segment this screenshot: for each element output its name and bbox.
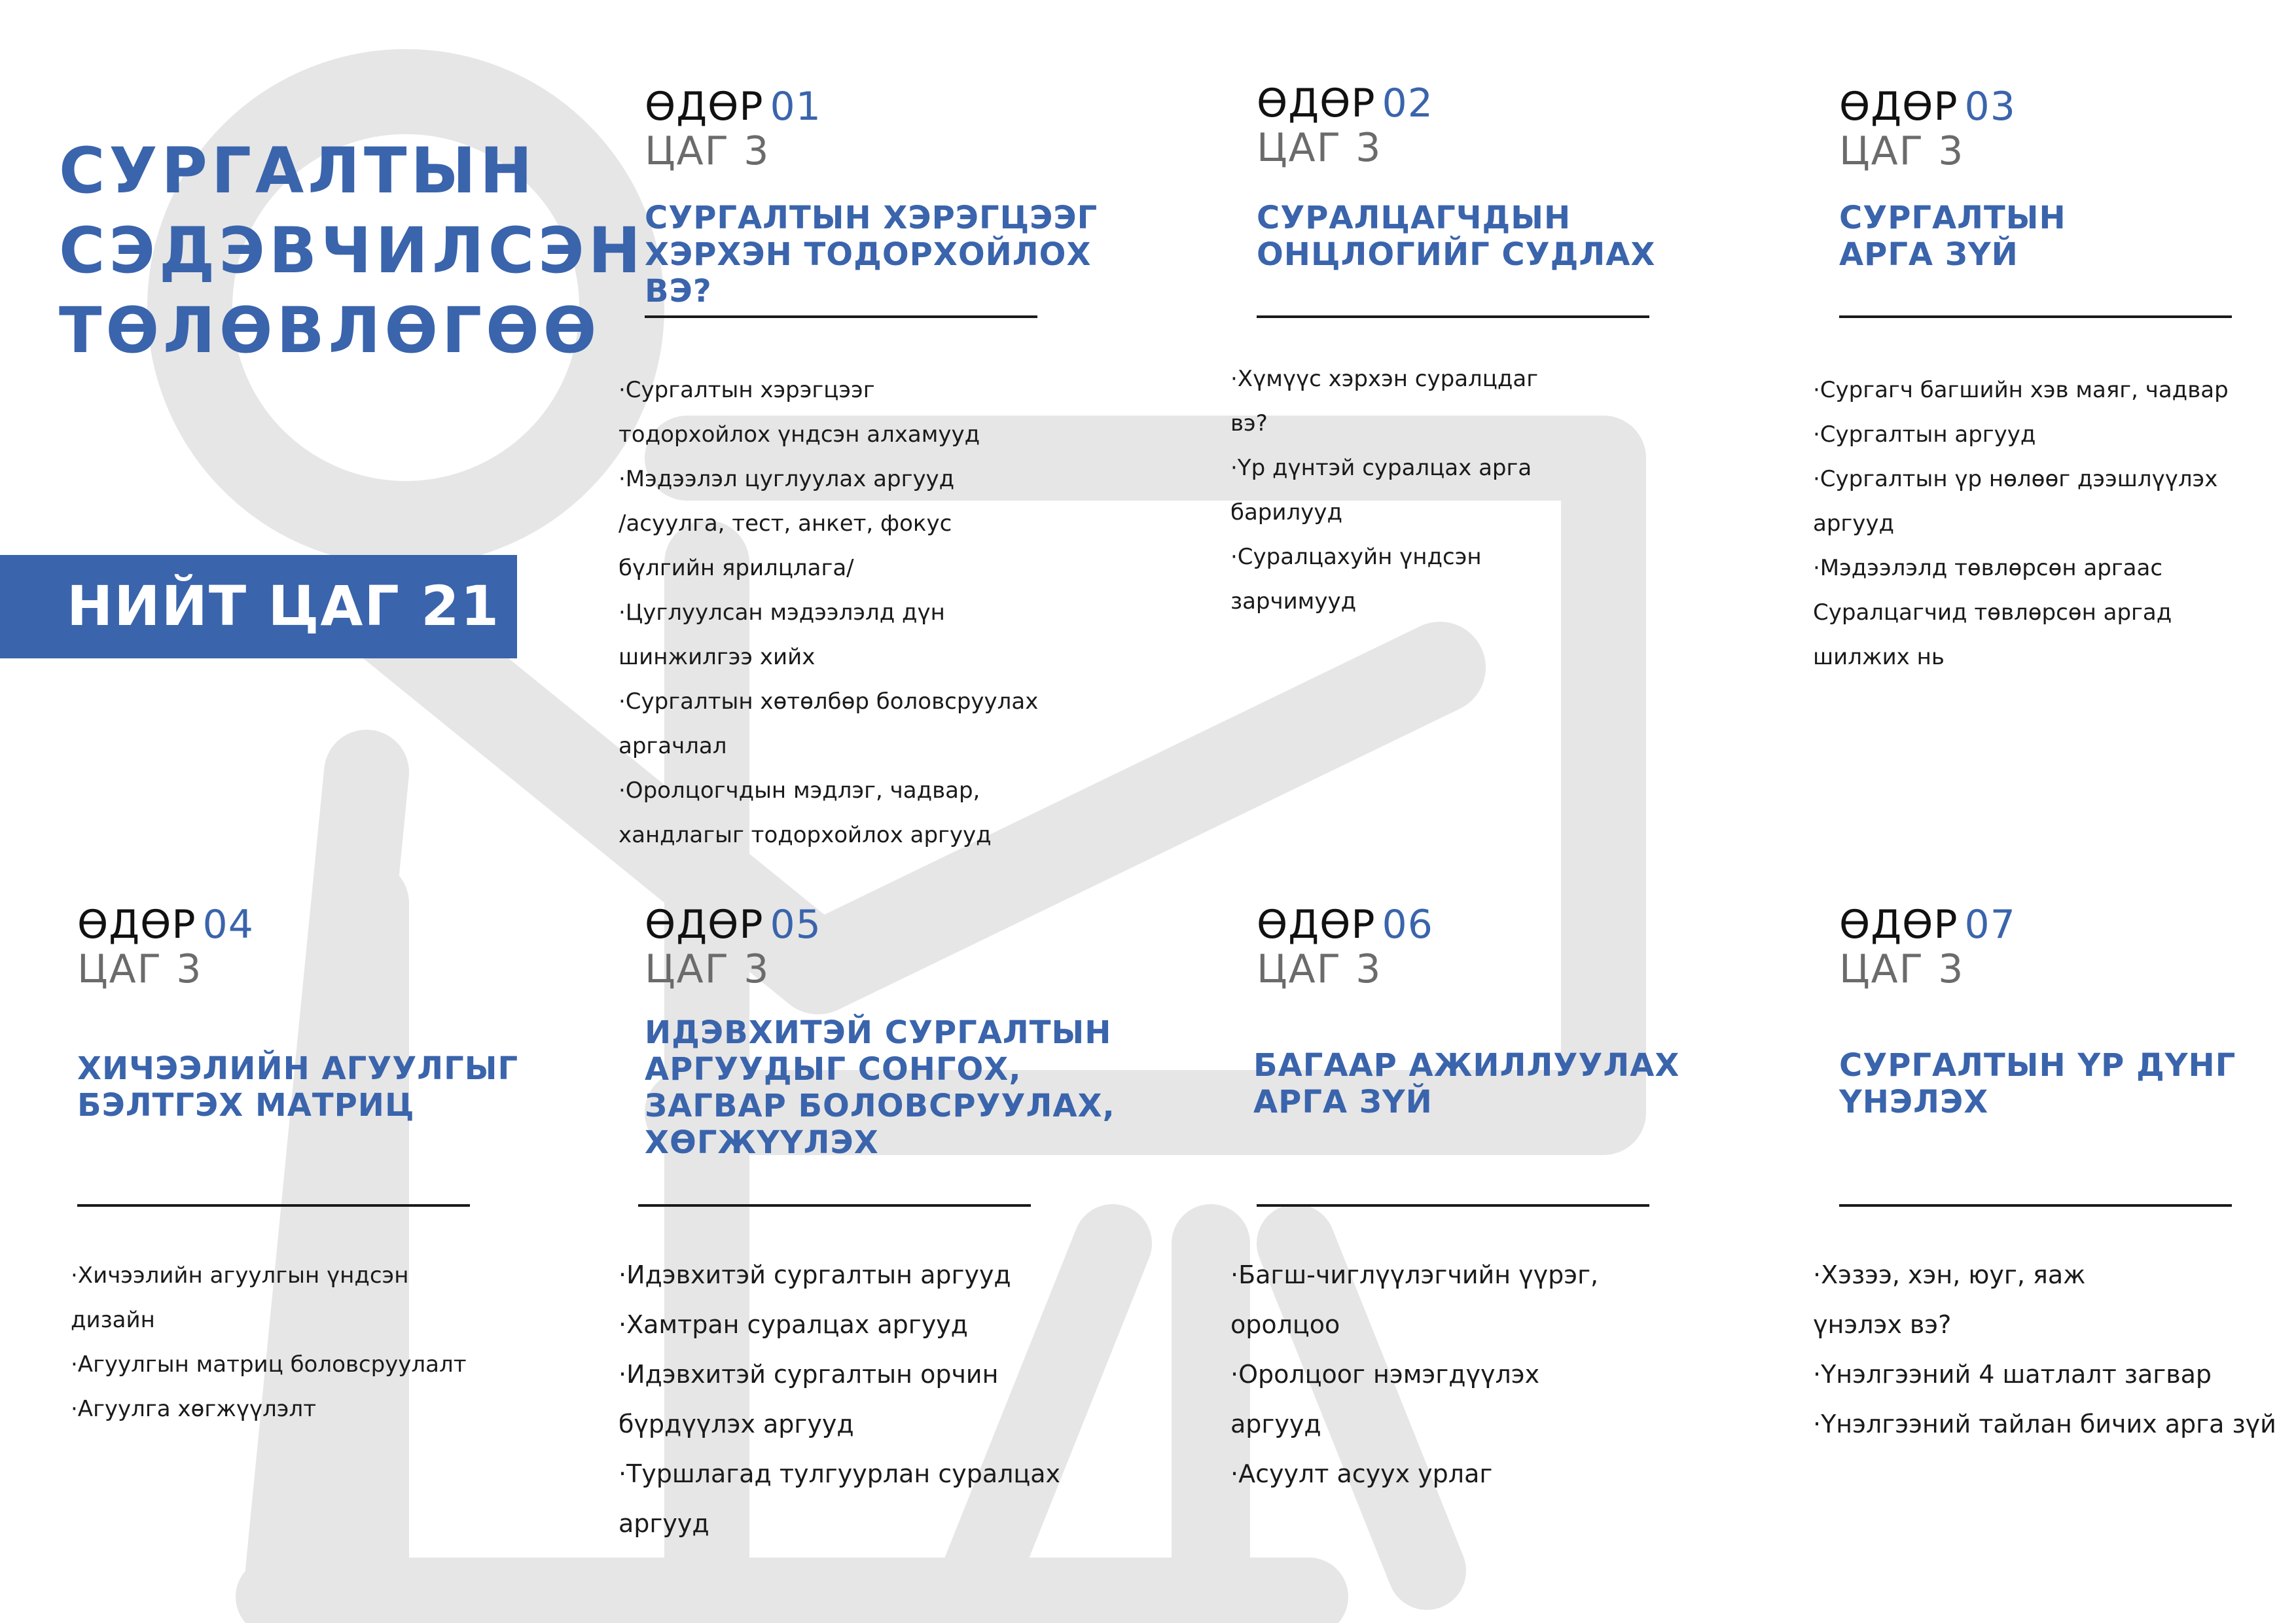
topic-line: БАГААР АЖИЛЛУУЛАХ (1253, 1047, 1680, 1084)
point-line: тодорхойлох үндсэн алхамууд (619, 421, 980, 448)
point-line: ·Хүмүүс хэрхэн суралцдаг (1230, 366, 1539, 392)
point-line: ·Сургалтын хөтөлбөр боловсруулах (619, 688, 1039, 715)
page-title (59, 131, 645, 370)
point-line: ·Хэзээ, хэн, юуг, яаж (1813, 1260, 2086, 1289)
day-card-04 (71, 902, 519, 1422)
day-card-05 (619, 902, 1115, 1538)
topic-line: ХЭРХЭН ТОДОРХОЙЛОХ (645, 236, 1092, 273)
day-hours: ЦАГ 3 (1839, 946, 1965, 992)
day-topic (1257, 200, 1702, 273)
day-hours: ЦАГ 3 (1257, 946, 1382, 992)
topic-line: ХИЧЭЭЛИЙН АГУУЛГЫГ (77, 1050, 519, 1087)
point-line: ·Оролцоог нэмэгдүүлэх (1230, 1360, 1540, 1389)
point-line: ·Агуулгын матриц боловсруулалт (71, 1351, 467, 1378)
day-points (71, 1253, 542, 1431)
point-line: ·Сургалтын аргууд (1813, 421, 2036, 448)
topic-line: ҮНЭЛЭХ (1839, 1084, 1989, 1120)
total-hours-banner (0, 555, 517, 658)
divider (1839, 315, 2232, 318)
point-line: ·Хамтран суралцах аргууд (619, 1310, 968, 1339)
topic-line: АРГУУДЫГ СОНГОХ, (645, 1051, 1022, 1088)
day-hours: ЦАГ 3 (645, 128, 770, 174)
point-line: ·Багш-чиглүүлэгчийн үүрэг, (1230, 1260, 1599, 1289)
point-line: оролцоо (1230, 1310, 1340, 1339)
total-hours-label: НИЙТ ЦАГ 21 (67, 574, 501, 638)
point-line: /асуулга, тест, анкет, фокус (619, 510, 952, 537)
day-word: ӨДӨР (1839, 902, 1958, 948)
day-points (1230, 357, 1702, 624)
topic-line: ВЭ? (645, 273, 712, 310)
day-card-07 (1813, 902, 2276, 1438)
day-word: ӨДӨР (1257, 80, 1376, 126)
day-label (645, 903, 1064, 946)
point-line: ·Суралцахуйн үндсэн (1230, 544, 1482, 570)
day-points (619, 1250, 1090, 1548)
divider (638, 1204, 1031, 1207)
day-topic (1839, 200, 2284, 273)
point-line: хандлагыг тодорхойлох аргууд (619, 822, 992, 848)
divider (1257, 315, 1649, 318)
point-line: ·Сургагч багшийн хэв маяг, чадвар (1813, 377, 2229, 403)
point-line: ·Оролцогчдын мэдлэг, чадвар, (619, 777, 980, 804)
day-number: 05 (770, 902, 821, 948)
topic-line: СУРГАЛТЫН ҮР ДҮНГ (1839, 1047, 2236, 1084)
day-word: ӨДӨР (1839, 84, 1958, 130)
topic-line: ИДЭВХИТЭЙ СУРГАЛТЫН (645, 1014, 1112, 1051)
point-line: ·Асуулт асуух урлаг (1230, 1459, 1493, 1488)
topic-line: СУРГАЛТЫН (1839, 200, 2066, 236)
point-line: ·Идэвхитэй сургалтын орчин (619, 1360, 999, 1389)
day-label (1839, 903, 2258, 946)
day-points (1813, 1250, 2284, 1449)
day-topic (77, 1050, 522, 1124)
point-line: үнэлэх вэ? (1813, 1310, 1952, 1339)
divider (1257, 1204, 1649, 1207)
day-topic (1839, 1047, 2284, 1120)
day-word: ӨДӨР (1257, 902, 1376, 948)
point-line: ·Идэвхитэй сургалтын аргууд (619, 1260, 1011, 1289)
point-line: Суралцагчид төвлөрсөн аргад (1813, 599, 2172, 626)
topic-line: СУРГАЛТЫН ХЭРЭГЦЭЭГ (645, 200, 1098, 236)
day-points (619, 368, 1090, 857)
day-card-06 (1230, 902, 1680, 1488)
point-line: дизайн (71, 1307, 155, 1333)
title-line-3: ТӨЛӨВЛӨГӨӨ (59, 294, 601, 367)
point-line: шилжих нь (1813, 644, 1945, 670)
point-line: ·Хичээлийн агуулгын үндсэн (71, 1262, 409, 1289)
day-label (1257, 82, 1676, 125)
day-points (1230, 1250, 1702, 1499)
day-number: 06 (1382, 902, 1433, 948)
point-line: барилууд (1230, 499, 1342, 526)
divider (1839, 1204, 2232, 1207)
day-topic (645, 200, 1098, 310)
point-line: аргууд (1230, 1410, 1321, 1438)
day-number: 03 (1964, 84, 2016, 130)
day-word: ӨДӨР (77, 902, 196, 948)
point-line: ·Сургалтын хэрэгцээг (619, 377, 875, 403)
point-line: бүлгийн ярилцлага/ (619, 555, 854, 581)
title-line-1: СУРГАЛТЫН (59, 134, 537, 207)
point-line: бүрдүүлэх аргууд (619, 1410, 854, 1438)
title-line-2: СЭДЭВЧИЛСЭН (59, 214, 645, 287)
topic-line: ХӨГЖҮҮЛЭХ (645, 1124, 879, 1161)
day-topic (645, 1014, 1115, 1161)
day-label (1257, 903, 1676, 946)
day-label (645, 85, 1064, 128)
day-word: ӨДӨР (645, 84, 764, 130)
day-topic (1253, 1047, 1698, 1120)
day-number: 07 (1964, 902, 2016, 948)
topic-line: ЗАГВАР БОЛОВСРУУЛАХ, (645, 1088, 1115, 1124)
day-points (1813, 368, 2284, 679)
point-line: ·Агуулга хөгжүүлэлт (71, 1396, 316, 1422)
point-line: аргууд (619, 1509, 709, 1538)
day-card-01 (619, 84, 1098, 848)
point-line: зарчимууд (1230, 588, 1357, 615)
point-line: ·Сургалтын үр нөлөөг дээшлүүлэх (1813, 466, 2218, 492)
point-line: вэ? (1230, 410, 1268, 437)
day-hours: ЦАГ 3 (1257, 125, 1382, 171)
point-line: аргачлал (619, 733, 727, 759)
day-hours: ЦАГ 3 (645, 946, 770, 992)
point-line: ·Цуглуулсан мэдээлэлд дүн (619, 599, 945, 626)
point-line: ·Мэдээлэлд төвлөрсөн аргаас (1813, 555, 2163, 581)
topic-line: СУРАЛЦАГЧДЫН (1257, 200, 1571, 236)
divider (77, 1204, 470, 1207)
day-number: 01 (770, 84, 821, 130)
point-line: шинжилгээ хийх (619, 644, 816, 670)
day-number: 04 (202, 902, 254, 948)
topic-line: ОНЦЛОГИЙГ СУДЛАХ (1257, 236, 1656, 273)
day-label (77, 903, 496, 946)
day-number: 02 (1382, 80, 1433, 126)
day-card-03 (1813, 84, 2258, 670)
point-line: ·Туршлагад тулгуурлан суралцах (619, 1459, 1061, 1488)
day-word: ӨДӨР (645, 902, 764, 948)
day-label (1839, 85, 2258, 128)
point-line: ·Үр дүнтэй суралцах арга (1230, 455, 1532, 481)
topic-line: АРГА ЗҮЙ (1839, 236, 2018, 273)
day-card-02 (1230, 80, 1676, 615)
day-hours: ЦАГ 3 (77, 946, 203, 992)
day-hours: ЦАГ 3 (1839, 128, 1965, 174)
point-line: ·Мэдээлэл цуглуулах аргууд (619, 466, 955, 492)
point-line: аргууд (1813, 510, 1895, 537)
point-line: ·Үнэлгээний 4 шатлалт загвар (1813, 1360, 2212, 1389)
point-line: ·Үнэлгээний тайлан бичих арга зүй (1813, 1410, 2276, 1438)
topic-line: АРГА ЗҮЙ (1253, 1084, 1433, 1120)
topic-line: БЭЛТГЭХ МАТРИЦ (77, 1087, 415, 1124)
divider (645, 315, 1037, 318)
